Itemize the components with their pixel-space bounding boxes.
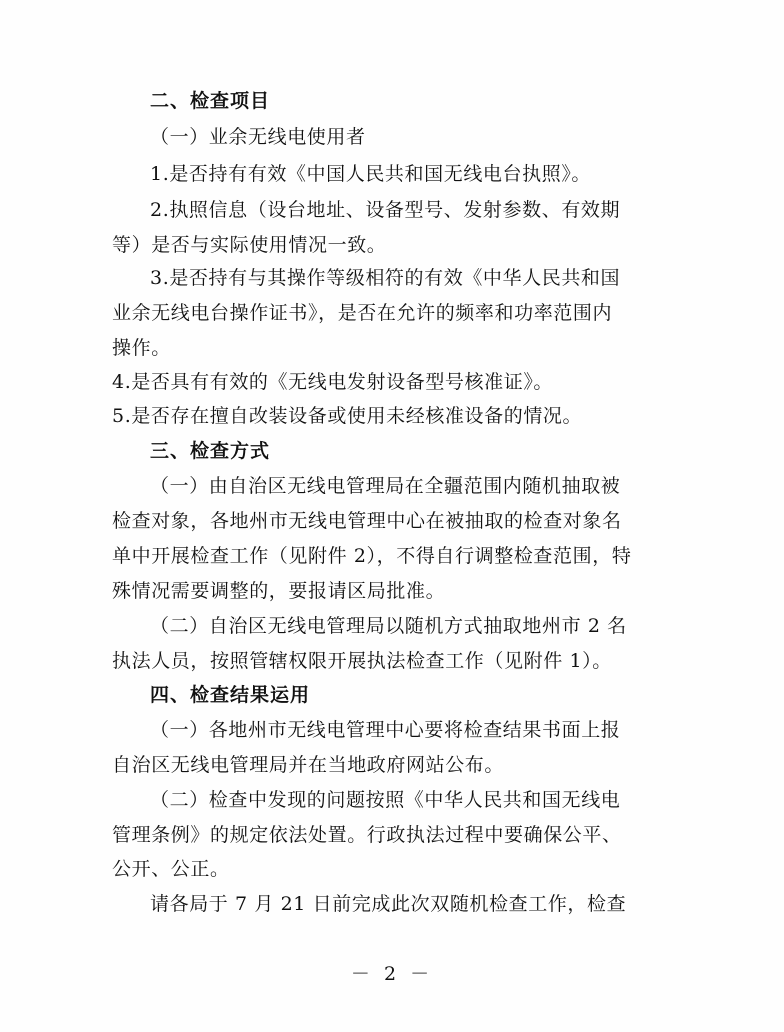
paragraph-line: （一）各地州市无线电管理中心要将检查结果书面上报: [150, 719, 621, 741]
paragraph-line: 执法人员，按照管辖权限开展执法检查工作（见附件 1）。: [112, 650, 612, 672]
paragraph-line: （一）由自治区无线电管理局在全疆范围内随机抽取被: [150, 475, 621, 497]
paragraph-line: 3.是否持有与其操作等级相符的有效《中华人民共和国: [150, 267, 621, 289]
paragraph-line: （二）自治区无线电管理局以随机方式抽取地州市 2 名: [150, 615, 627, 637]
paragraph-line: 请各局于 7 月 21 日前完成此次双随机检查工作，检查: [150, 893, 627, 915]
paragraph-line: 操作。: [112, 337, 171, 359]
paragraph-line: 检查对象，各地州市无线电管理中心在被抽取的检查对象名: [112, 510, 622, 532]
paragraph-line: 2.执照信息（设台地址、设备型号、发射参数、有效期: [150, 199, 621, 221]
paragraph-line: 4.是否具有有效的《无线电发射设备型号核准证》。: [112, 371, 554, 393]
paragraph-line: 单中开展检查工作（见附件 2），不得自行调整检查范围，特: [112, 545, 632, 567]
paragraph-line: 殊情况需要调整的，要报请区局批准。: [112, 580, 446, 602]
paragraph-line: 等）是否与实际使用情况一致。: [112, 234, 387, 256]
paragraph-line: 管理条例》的规定依法处置。行政执法过程中要确保公平、: [112, 824, 622, 846]
section-heading-result-application: 四、检查结果运用: [150, 684, 311, 706]
paragraph-line: 业余无线电台操作证书》，是否在允许的频率和功率范围内: [112, 302, 613, 324]
paragraph-line: 公开、公正。: [112, 858, 230, 880]
paragraph-line: 1.是否持有有效《中国人民共和国无线电台执照》。: [150, 163, 592, 185]
page-number: － 2 －: [350, 963, 434, 985]
subsection-amateur-radio-users: （一）业余无线电使用者: [150, 126, 366, 148]
paragraph-line: 5.是否存在擅自改装设备或使用未经核准设备的情况。: [112, 405, 583, 427]
paragraph-line: （二）检查中发现的问题按照《中华人民共和国无线电: [150, 789, 621, 811]
section-heading-inspection-items: 二、检查项目: [150, 90, 271, 112]
section-heading-inspection-methods: 三、检查方式: [150, 440, 271, 462]
paragraph-line: 自治区无线电管理局并在当地政府网站公布。: [112, 754, 505, 776]
